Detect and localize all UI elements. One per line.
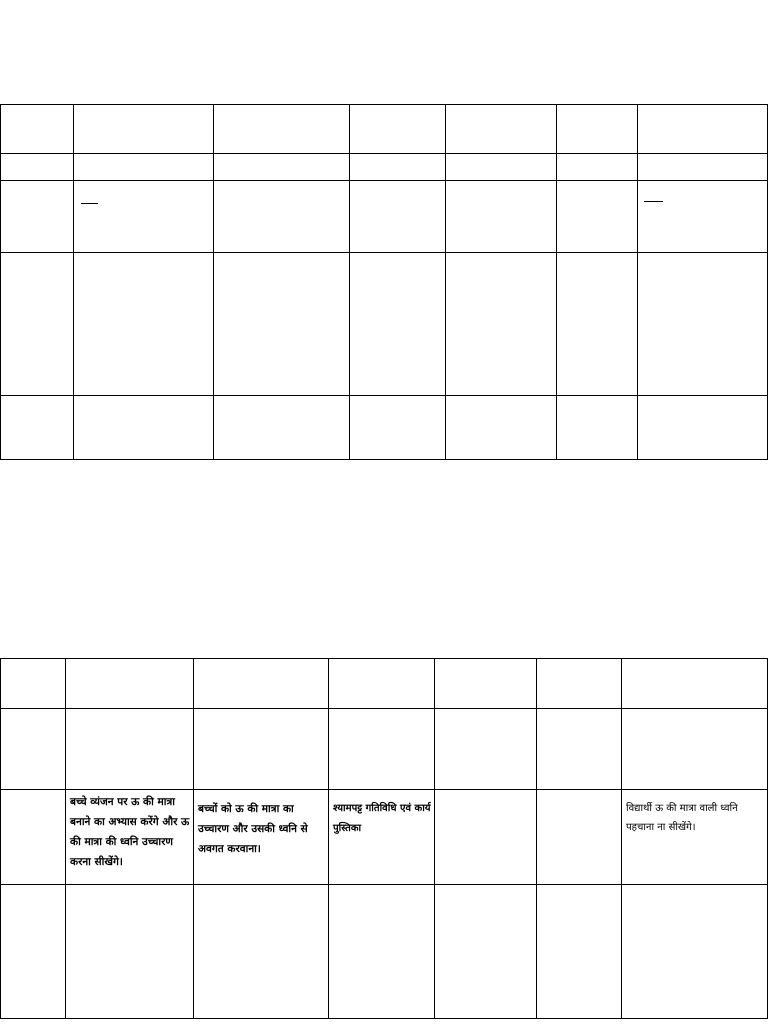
table-cell — [1, 709, 66, 790]
resources-text: श्यामपट्ट गतिविधि एवं कार्य पुस्तिका — [333, 803, 431, 834]
table-cell — [537, 709, 622, 790]
table-cell — [66, 709, 194, 790]
table-cell — [446, 396, 557, 460]
table-cell — [74, 396, 214, 460]
table-row — [1, 659, 768, 709]
table-cell — [194, 659, 329, 709]
table-cell — [638, 154, 768, 181]
table-cell — [1, 396, 74, 460]
table-cell — [557, 181, 638, 253]
table-cell — [446, 154, 557, 181]
table-cell — [638, 253, 768, 396]
table-cell — [435, 659, 537, 709]
table-row — [1, 885, 768, 1019]
lesson-plan-table-top — [0, 104, 768, 460]
table-cell — [435, 790, 537, 885]
table-cell — [557, 253, 638, 396]
table-cell — [1, 181, 74, 253]
table-cell — [557, 396, 638, 460]
table-row — [1, 105, 768, 154]
table-cell — [557, 105, 638, 154]
table-cell — [194, 885, 329, 1019]
table-cell — [350, 154, 446, 181]
table-cell — [537, 659, 622, 709]
table-cell — [214, 253, 350, 396]
table-cell — [1, 154, 74, 181]
table-cell — [66, 885, 194, 1019]
table-cell — [350, 253, 446, 396]
objective-cell — [66, 790, 194, 885]
table-cell — [350, 105, 446, 154]
table-cell — [194, 709, 329, 790]
table-cell — [214, 154, 350, 181]
table-row — [1, 790, 768, 885]
table-cell — [557, 154, 638, 181]
activity-text: बच्चों को ऊ की मात्रा का उच्चारण और उसकी ध्वनि से अवगत करवाना। — [198, 803, 308, 855]
table-cell — [329, 709, 435, 790]
table-row — [1, 154, 768, 181]
outcome-cell — [622, 790, 768, 885]
table-cell — [537, 885, 622, 1019]
table-cell — [435, 885, 537, 1019]
outcome-text: विद्यार्थी ऊ की मात्रा वाली ध्वनि पहचाना ना सीखेंगे। — [626, 803, 738, 833]
table-cell — [214, 105, 350, 154]
table-cell — [638, 396, 768, 460]
table-cell — [74, 105, 214, 154]
table-row — [1, 709, 768, 790]
table-cell — [638, 181, 768, 253]
table-cell — [622, 885, 768, 1019]
activity-cell — [194, 790, 329, 885]
table-cell — [638, 105, 768, 154]
table-cell — [1, 253, 74, 396]
table-cell — [66, 659, 194, 709]
dash-mark — [81, 203, 98, 204]
table-cell — [74, 154, 214, 181]
resources-cell — [329, 790, 435, 885]
table-cell — [622, 659, 768, 709]
table-cell — [214, 181, 350, 253]
table-cell — [622, 709, 768, 790]
table-cell — [74, 253, 214, 396]
table-cell — [350, 181, 446, 253]
table-cell — [1, 659, 66, 709]
table-row — [1, 181, 768, 253]
table-cell — [214, 396, 350, 460]
table-cell — [74, 181, 214, 253]
dash-mark — [644, 201, 663, 202]
table-row — [1, 396, 768, 460]
table-cell — [435, 709, 537, 790]
table-cell — [537, 790, 622, 885]
table-row — [1, 253, 768, 396]
table-cell — [446, 253, 557, 396]
table-cell — [329, 885, 435, 1019]
table-cell — [446, 181, 557, 253]
table-cell — [350, 396, 446, 460]
table-cell — [1, 105, 74, 154]
table-cell — [1, 885, 66, 1019]
objective-text: बच्चे व्यंजन पर ऊ की मात्रा बनाने का अभ्यास करेंगे और ऊ की मात्रा की ध्वनि उच्चारण करना सीखेंगे। — [70, 796, 190, 868]
table-cell — [446, 105, 557, 154]
table-cell — [1, 790, 66, 885]
lesson-plan-table-bottom — [0, 658, 768, 1019]
table-cell — [329, 659, 435, 709]
